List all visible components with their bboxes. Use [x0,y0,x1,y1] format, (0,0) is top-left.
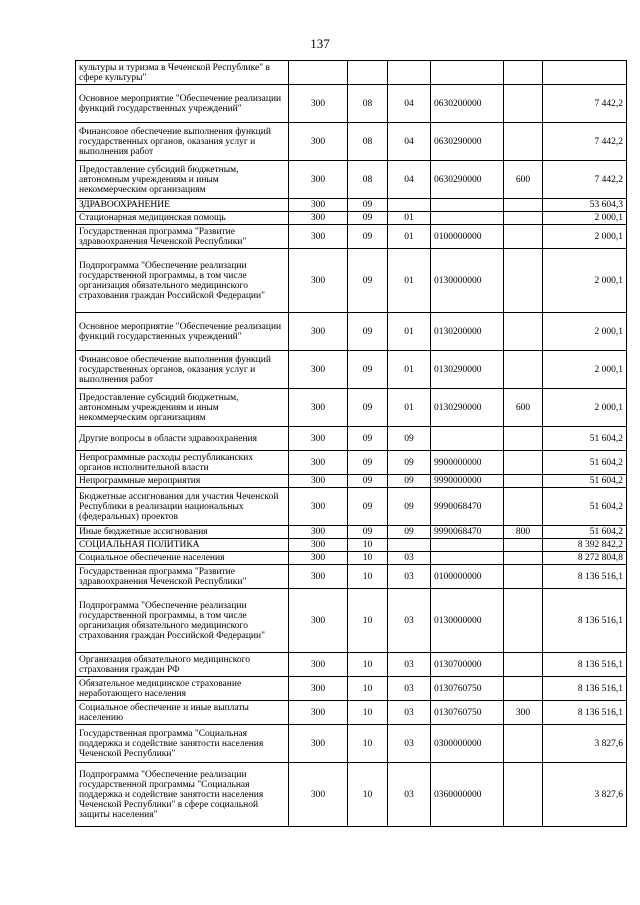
table-row [76,212,627,225]
table-row [76,763,627,827]
row-section: 09 [348,475,388,488]
row-gr: 300 [289,199,348,212]
row-target-article [431,539,504,552]
table-row [76,539,627,552]
row-gr: 300 [289,389,348,427]
row-gr: 300 [289,653,348,677]
row-sum: 51 604,2 [543,475,627,488]
row-section: 09 [348,212,388,225]
budget-table [75,60,627,827]
row-subsection: 03 [388,653,431,677]
row-target-article: 0130760750 [431,701,504,725]
row-subsection: 01 [388,249,431,313]
row-gr: 300 [289,526,348,539]
row-expense-type: 600 [504,161,543,199]
row-section: 10 [348,763,388,827]
row-target-article: 0130700000 [431,653,504,677]
row-expense-type [504,351,543,389]
row-name: Предоставление субсидий бюджетным, автономным учреждениям и иным некоммерческим организациям [76,389,289,427]
table-row [76,451,627,475]
row-sum: 8 136 516,1 [543,653,627,677]
row-name: Стационарная медицинская помощь [76,212,289,225]
row-sum: 8 136 516,1 [543,589,627,653]
row-name: Непрограммные расходы республиканских органов исполнительной власти [76,451,289,475]
row-section: 08 [348,161,388,199]
row-expense-type [504,313,543,351]
row-target-article: 0130000000 [431,249,504,313]
row-name: Организация обязательного медицинского страхования граждан РФ [76,653,289,677]
row-subsection: 03 [388,677,431,701]
row-subsection: 03 [388,589,431,653]
row-subsection: 01 [388,212,431,225]
row-target-article: 0130290000 [431,351,504,389]
row-gr: 300 [289,351,348,389]
row-section: 08 [348,123,388,161]
table-row [76,565,627,589]
row-expense-type: 600 [504,389,543,427]
row-name: Другие вопросы в области здравоохранения [76,427,289,451]
row-expense-type [504,475,543,488]
row-gr: 300 [289,427,348,451]
row-name: Бюджетные ассигнования для участия Чеченской Республики в реализации национальных (федеральных) проектов [76,488,289,526]
table-row [76,526,627,539]
row-name: Государственная программа "Развитие здравоохранения Чеченской Республики" [76,225,289,249]
row-target-article [431,427,504,451]
row-gr: 300 [289,565,348,589]
row-sum: 2 000,1 [543,389,627,427]
row-sum: 53 604,3 [543,199,627,212]
row-gr: 300 [289,123,348,161]
row-subsection: 04 [388,123,431,161]
row-target-article [431,552,504,565]
row-gr: 300 [289,677,348,701]
row-target-article: 0630290000 [431,123,504,161]
row-subsection: 04 [388,161,431,199]
row-section: 09 [348,451,388,475]
row-expense-type: 300 [504,701,543,725]
row-expense-type [504,653,543,677]
row-name: Подпрограмма "Обеспечение реализации государственной программы, в том числе организация обязательного медицинского страхования граждан Российской Федерации" [76,249,289,313]
row-section: 09 [348,249,388,313]
row-subsection: 09 [388,427,431,451]
row-subsection: 03 [388,701,431,725]
table-row [76,225,627,249]
row-sum: 2 000,1 [543,212,627,225]
table-row [76,199,627,212]
row-gr: 300 [289,85,348,123]
row-target-article: 9900000000 [431,451,504,475]
row-expense-type [504,552,543,565]
row-expense-type [504,427,543,451]
row-expense-type [504,677,543,701]
row-name: Подпрограмма "Обеспечение реализации государственной программы, в том числе организация обязательного медицинского страхования граждан Российской Федерации" [76,589,289,653]
row-target-article: 9990068470 [431,526,504,539]
row-name: Социальное обеспечение и иные выплаты населению [76,701,289,725]
row-sum: 7 442,2 [543,85,627,123]
row-sum: 8 136 516,1 [543,565,627,589]
row-sum: 2 000,1 [543,313,627,351]
row-name: Государственная программа "Социальная поддержка и содействие занятости населения Чеченской Республики" [76,725,289,763]
row-section: 09 [348,389,388,427]
row-name: Непрограммные мероприятия [76,475,289,488]
row-sum: 2 000,1 [543,249,627,313]
row-name: ЗДРАВООХРАНЕНИЕ [76,199,289,212]
row-subsection: 01 [388,351,431,389]
row-sum: 8 136 516,1 [543,701,627,725]
table-row [76,427,627,451]
row-gr: 300 [289,552,348,565]
table-row [76,475,627,488]
row-gr: 300 [289,161,348,199]
row-expense-type: 800 [504,526,543,539]
row-section: 09 [348,199,388,212]
budget-table-body [76,61,627,827]
row-name: СОЦИАЛЬНАЯ ПОЛИТИКА [76,539,289,552]
row-name: Основное мероприятие "Обеспечение реализации функций государственных учреждений" [76,313,289,351]
row-sum: 7 442,2 [543,123,627,161]
row-section: 09 [348,427,388,451]
row-name: культуры и туризма в Чеченской Республике" в сфере культуры" [76,61,289,85]
table-row [76,313,627,351]
row-subsection: 01 [388,313,431,351]
row-subsection: 04 [388,85,431,123]
row-sum: 2 000,1 [543,225,627,249]
table-row [76,61,627,85]
table-row [76,725,627,763]
row-target-article: 0130000000 [431,589,504,653]
row-name: Предоставление субсидий бюджетным, автономным учреждениям и иным некоммерческим организациям [76,161,289,199]
table-row [76,161,627,199]
row-section: 10 [348,653,388,677]
table-row [76,123,627,161]
table-row [76,488,627,526]
row-section: 10 [348,589,388,653]
table-row [76,351,627,389]
row-gr: 300 [289,249,348,313]
row-subsection: 09 [388,488,431,526]
row-expense-type [504,212,543,225]
row-sum [543,61,627,85]
row-gr: 300 [289,488,348,526]
row-target-article: 0630200000 [431,85,504,123]
table-row [76,389,627,427]
row-sum: 51 604,2 [543,488,627,526]
row-subsection: 01 [388,225,431,249]
row-sum: 51 604,2 [543,427,627,451]
row-section: 10 [348,539,388,552]
row-gr: 300 [289,589,348,653]
row-expense-type [504,123,543,161]
row-target-article: 0130200000 [431,313,504,351]
row-section: 10 [348,725,388,763]
row-target-article: 0300000000 [431,725,504,763]
row-subsection: 09 [388,451,431,475]
table-row [76,552,627,565]
row-gr: 300 [289,725,348,763]
row-target-article [431,212,504,225]
table-row [76,653,627,677]
row-target-article: 0100000000 [431,565,504,589]
row-subsection [388,61,431,85]
row-section: 10 [348,565,388,589]
row-subsection: 03 [388,552,431,565]
row-subsection: 01 [388,389,431,427]
row-expense-type [504,249,543,313]
page-number: 137 [310,36,330,51]
table-row [76,701,627,725]
row-section: 09 [348,313,388,351]
row-subsection: 03 [388,763,431,827]
row-sum: 8 136 516,1 [543,677,627,701]
row-sum: 2 000,1 [543,351,627,389]
row-name: Финансовое обеспечение выполнения функций государственных органов, оказания услуг и выполнения работ [76,123,289,161]
row-expense-type [504,763,543,827]
row-name: Социальное обеспечение населения [76,552,289,565]
row-subsection: 09 [388,526,431,539]
row-sum: 3 827,6 [543,725,627,763]
row-name: Иные бюджетные ассигнования [76,526,289,539]
row-target-article: 9990000000 [431,475,504,488]
row-target-article: 0130760750 [431,677,504,701]
row-section: 08 [348,85,388,123]
row-expense-type [504,199,543,212]
row-gr: 300 [289,225,348,249]
row-target-article: 0630290000 [431,161,504,199]
row-expense-type [504,61,543,85]
row-section: 09 [348,351,388,389]
row-name: Основное мероприятие "Обеспечение реализации функций государственных учреждений" [76,85,289,123]
row-sum: 7 442,2 [543,161,627,199]
row-section [348,61,388,85]
row-gr: 300 [289,701,348,725]
row-section: 10 [348,677,388,701]
row-subsection [388,199,431,212]
table-row [76,589,627,653]
row-gr [289,61,348,85]
row-section: 10 [348,701,388,725]
row-subsection: 03 [388,565,431,589]
row-expense-type [504,85,543,123]
row-expense-type [504,725,543,763]
row-target-article [431,61,504,85]
table-row [76,677,627,701]
table-row [76,249,627,313]
row-expense-type [504,451,543,475]
row-subsection: 03 [388,725,431,763]
row-target-article: 0130290000 [431,389,504,427]
row-subsection: 09 [388,475,431,488]
row-sum: 3 827,6 [543,763,627,827]
row-sum: 8 392 842,2 [543,539,627,552]
row-gr: 300 [289,313,348,351]
row-target-article: 0100000000 [431,225,504,249]
row-name: Государственная программа "Развитие здравоохранения Чеченской Республики" [76,565,289,589]
table-row [76,85,627,123]
row-gr: 300 [289,475,348,488]
row-subsection [388,539,431,552]
row-expense-type [504,539,543,552]
row-section: 09 [348,488,388,526]
row-gr: 300 [289,451,348,475]
row-sum: 8 272 804,8 [543,552,627,565]
row-expense-type [504,488,543,526]
row-expense-type [504,565,543,589]
row-gr: 300 [289,539,348,552]
row-expense-type [504,225,543,249]
row-target-article [431,199,504,212]
row-target-article: 0360000000 [431,763,504,827]
row-section: 09 [348,526,388,539]
row-section: 09 [348,225,388,249]
row-sum: 51 604,2 [543,526,627,539]
row-gr: 300 [289,212,348,225]
row-name: Подпрограмма "Обеспечение реализации государственной программы "Социальная поддержка и содействие занятости населения Чеченской Республики" в сфере социальной защиты населения" [76,763,289,827]
row-name: Финансовое обеспечение выполнения функций государственных органов, оказания услуг и выполнения работ [76,351,289,389]
row-sum: 51 604,2 [543,451,627,475]
row-gr: 300 [289,763,348,827]
row-expense-type [504,589,543,653]
row-name: Обязательное медицинское страхование неработающего населения [76,677,289,701]
row-section: 10 [348,552,388,565]
row-target-article: 9990068470 [431,488,504,526]
